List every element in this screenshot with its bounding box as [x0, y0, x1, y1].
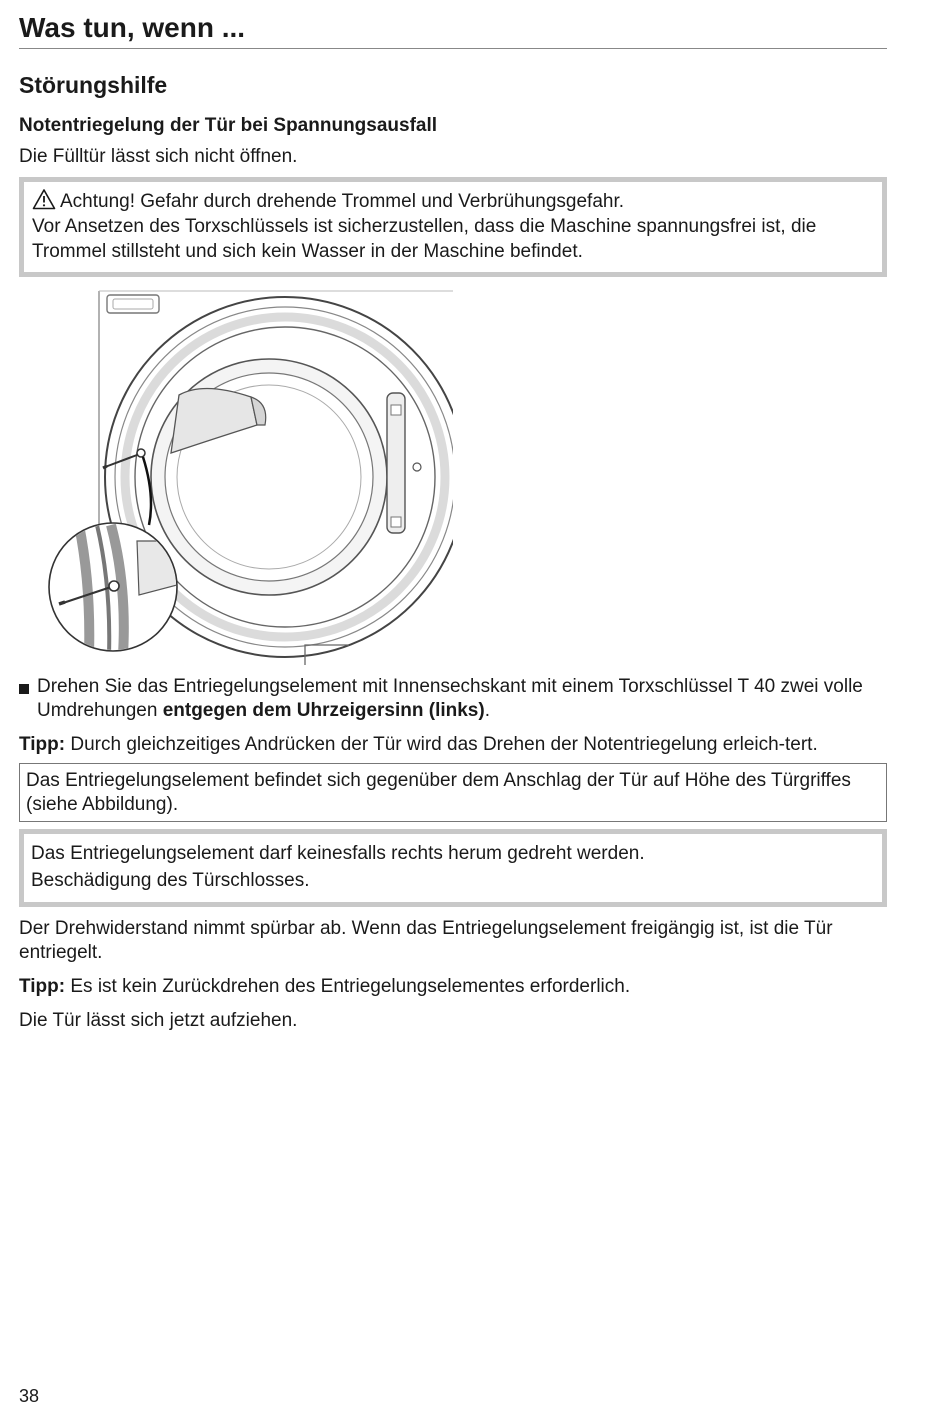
manual-page	[19, 0, 887, 1033]
result-text: Der Drehwiderstand nimmt spürbar ab. Wenn das Entriegelungselement freigängig ist, ist die Tür entriegelt.	[19, 918, 833, 963]
warning-triangle-icon	[32, 188, 56, 210]
tip-label: Tipp:	[19, 734, 66, 755]
caution-line-2: Beschädigung des Türschlosses.	[31, 870, 310, 891]
subsection-title: Notentriegelung der Tür bei Spannungsausfall	[19, 115, 438, 136]
door-unlock-illustration	[19, 285, 453, 665]
instruction-step	[19, 675, 887, 723]
warning-title: Achtung! Gefahr durch drehende Trommel und Verbrühungsgefahr.	[60, 191, 625, 212]
warning-line-1	[32, 188, 874, 214]
chapter-title: Was tun, wenn ...	[19, 12, 887, 49]
instruction-text: Drehen Sie das Entriegelungselement mit Innensechskant mit einem Torxschlüssel T 40 zwei volle Umdrehungen	[37, 676, 863, 721]
tip-paragraph-2	[19, 975, 887, 999]
tip-label: Tipp:	[19, 976, 66, 997]
note-box-location: Das Entriegelungselement befindet sich gegenüber dem Anschlag der Tür auf Höhe des Türgriffes (siehe Abbildung).	[19, 763, 887, 822]
intro-text: Die Fülltür lässt sich nicht öffnen.	[19, 146, 298, 167]
caution-line-1: Das Entriegelungselement darf keinesfalls rechts herum gedreht werden.	[31, 843, 645, 864]
final-text: Die Tür lässt sich jetzt aufziehen.	[19, 1010, 298, 1031]
page-number: 38	[19, 1386, 40, 1406]
bullet-square-icon	[19, 684, 29, 694]
tip-text: Durch gleichzeitiges Andrücken der Tür wird das Drehen der Notentriegelung erleich-tert.	[65, 734, 818, 755]
tip-text: Es ist kein Zurückdrehen des Entriegelungselementes erforderlich.	[65, 976, 631, 997]
warning-line-2: Vor Ansetzen des Torxschlüssels ist sicherzustellen, dass die Maschine spannungsfrei ist, die Trommel stillsteht und sich kein Wasser in der Maschine befindet.	[32, 216, 817, 262]
note-box-caution	[19, 829, 887, 907]
tip-paragraph-1	[19, 733, 887, 757]
instruction-emphasis: entgegen dem Uhrzeigersinn (links)	[162, 700, 485, 721]
instruction-end: .	[484, 700, 490, 721]
warning-box	[19, 177, 887, 277]
section-title: Störungshilfe	[19, 72, 168, 98]
